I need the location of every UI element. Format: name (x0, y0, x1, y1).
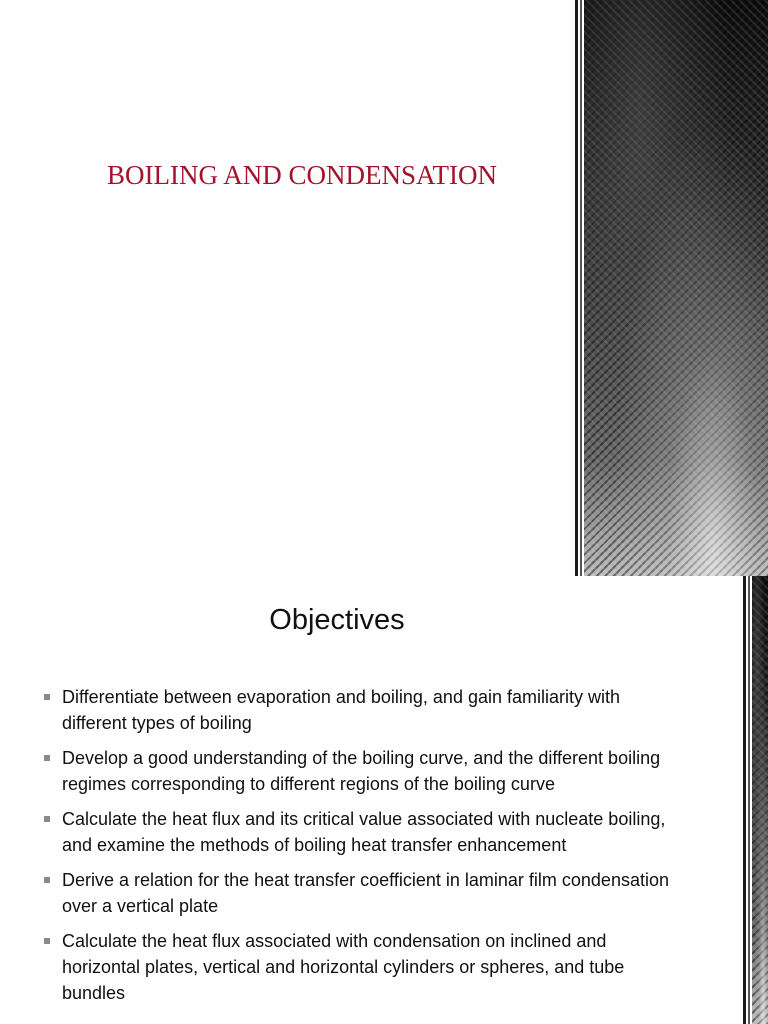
panel-divider (580, 0, 582, 576)
list-item (44, 684, 684, 736)
square-bullet-icon (44, 694, 50, 700)
panel-divider (575, 0, 578, 576)
list-item (44, 745, 684, 797)
list-item (44, 867, 684, 919)
list-item-text: Calculate the heat flux associated with condensation on inclined and horizontal plates, vertical and horizontal cylinders or spheres, and tube bundles (62, 931, 625, 1003)
slide-title: BOILING AND CONDENSATION (107, 160, 497, 190)
objectives-slide (0, 576, 768, 1024)
list-item-text: Differentiate between evaporation and boiling, and gain familiarity with different types of boiling (62, 687, 621, 733)
objectives-list (44, 684, 684, 1015)
panel-divider (743, 576, 746, 1024)
square-bullet-icon (44, 877, 50, 883)
square-bullet-icon (44, 938, 50, 944)
decorative-mesh-panel (752, 576, 768, 1024)
list-item-text: Derive a relation for the heat transfer coefficient in laminar film condensation over a vertical plate (62, 870, 669, 916)
panel-divider (748, 576, 750, 1024)
list-item-text: Develop a good understanding of the boiling curve, and the different boiling regimes corresponding to different regions of the boiling curve (62, 748, 661, 794)
list-item (44, 806, 684, 858)
list-item-text: Calculate the heat flux and its critical value associated with nucleate boiling, and examine the methods of boiling heat transfer enhancement (62, 809, 666, 855)
objectives-heading: Objectives (269, 604, 405, 636)
list-item (44, 928, 684, 1006)
square-bullet-icon (44, 816, 50, 822)
decorative-mesh-panel (584, 0, 768, 576)
square-bullet-icon (44, 755, 50, 761)
